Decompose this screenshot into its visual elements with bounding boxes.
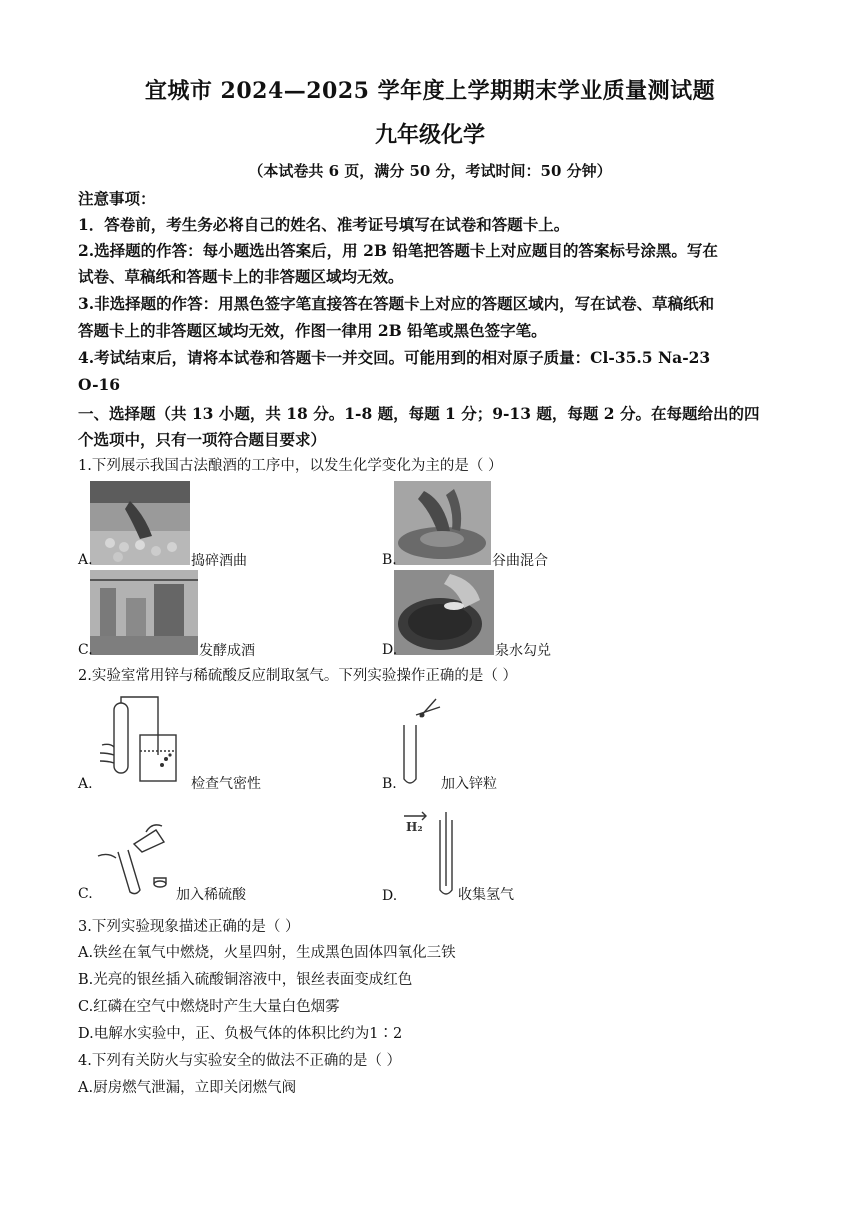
photo-blending-water bbox=[394, 570, 494, 655]
q2-option-b-letter: B. bbox=[382, 776, 397, 792]
q2-option-d-letter: D. bbox=[382, 888, 398, 904]
q3-option: D.电解水实验中，正、负极气体的体积比约为1∶2 bbox=[78, 1026, 403, 1042]
exam-subtitle: 九年级化学 bbox=[374, 122, 485, 148]
q1-option-a-letter: A. bbox=[78, 552, 93, 568]
notice-heading: 注意事项： bbox=[78, 189, 156, 208]
q1-option-c-letter: C. bbox=[78, 642, 93, 658]
q1-option-b-letter: B. bbox=[382, 552, 397, 568]
section-heading: 一、选择题（共 13 小题，共 18 分。1-8 题，每题 1 分；9-13 题，每题 2 分。在每题给出的四 bbox=[78, 404, 760, 423]
h2-label: H₂ bbox=[406, 820, 423, 834]
question-4-stem: 4.下列有关防火与实验安全的做法不正确的是（ ） bbox=[78, 1053, 401, 1069]
question-1-stem: 1.下列展示我国古法酿酒的工序中，以发生化学变化为主的是（ ） bbox=[78, 458, 503, 474]
q2-option-c-letter: C. bbox=[78, 886, 93, 902]
q2-option-d-text: 收集氢气 bbox=[458, 887, 514, 903]
notice-line: 2.选择题的作答：每小题选出答案后，用 2B 铅笔把答题卡上对应题目的答案标号涂黑。写在 bbox=[78, 241, 718, 260]
notice-line: 4.考试结束后，请将本试卷和答题卡一并交回。可能用到的相对原子质量：Cl-35.5 Na-23 bbox=[78, 348, 711, 367]
question-3-stem: 3.下列实验现象描述正确的是（ ） bbox=[78, 919, 300, 935]
diagram-add-zinc bbox=[396, 695, 446, 790]
notice-line: 1．答卷前，考生务必将自己的姓名、准考证号填写在试卷和答题卡上。 bbox=[78, 215, 570, 234]
q4-option: A.厨房燃气泄漏，立即关闭燃气阀 bbox=[78, 1080, 297, 1096]
question-2-stem: 2.实验室常用锌与稀硫酸反应制取氢气。下列实验操作正确的是（ ） bbox=[78, 668, 517, 684]
q3-option: A.铁丝在氧气中燃烧，火星四射，生成黑色固体四氧化三铁 bbox=[78, 945, 456, 961]
q2-option-c-text: 加入稀硫酸 bbox=[176, 887, 246, 903]
exam-info: （本试卷共 6 页，满分 50 分，考试时间：50 分钟） bbox=[248, 162, 612, 180]
q1-option-b-text: 谷曲混合 bbox=[492, 553, 548, 569]
q2-option-b-text: 加入锌粒 bbox=[441, 776, 497, 792]
diagram-check-airtightness bbox=[90, 695, 190, 790]
q1-option-a-text: 捣碎酒曲 bbox=[191, 553, 247, 569]
q1-option-d-letter: D. bbox=[382, 642, 398, 658]
q2-option-a-letter: A. bbox=[78, 776, 93, 792]
exam-title: 宜城市 2024—2025 学年度上学期期末学业质量测试题 bbox=[144, 78, 716, 104]
section-heading: 个选项中，只有一项符合题目要求） bbox=[78, 430, 327, 449]
notice-line: 3.非选择题的作答：用黑色签字笔直接答在答题卡上对应的答题区域内，写在试卷、草稿纸和 bbox=[78, 294, 715, 313]
q3-option: C.红磷在空气中燃烧时产生大量白色烟雾 bbox=[78, 999, 340, 1015]
q1-option-d-text: 泉水勾兑 bbox=[495, 643, 551, 659]
q3-option: B.光亮的银丝插入硫酸铜溶液中，银丝表面变成红色 bbox=[78, 972, 413, 988]
q1-option-c-text: 发酵成酒 bbox=[199, 643, 255, 659]
notice-line: O-16 bbox=[78, 375, 121, 394]
q2-option-a-text: 检查气密性 bbox=[191, 776, 261, 792]
notice-line: 试卷、草稿纸和答题卡上的非答题区域均无效。 bbox=[78, 267, 404, 286]
photo-crushing-yeast bbox=[90, 481, 190, 565]
notice-line: 答题卡上的非答题区域均无效，作图一律用 2B 铅笔或黑色签字笔。 bbox=[78, 321, 547, 340]
diagram-add-acid bbox=[90, 822, 175, 897]
photo-mixing-grain bbox=[394, 481, 491, 565]
photo-fermentation bbox=[90, 570, 198, 655]
